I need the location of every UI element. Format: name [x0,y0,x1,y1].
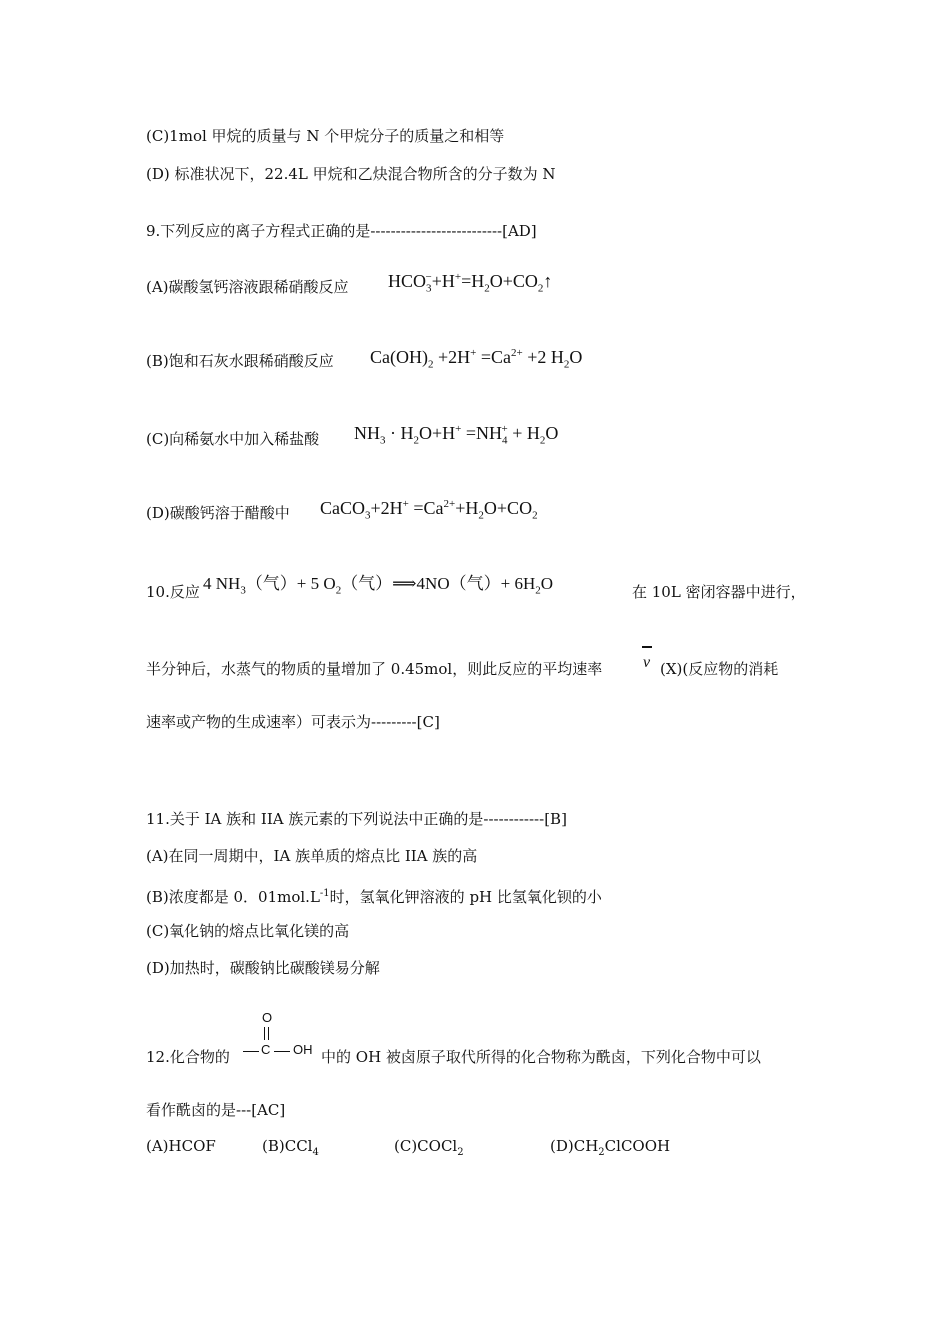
q11-option-a: (A)在同一周期中，IA 族单质的熔点比 IIA 族的高 [146,847,478,865]
v-bar [642,646,652,648]
q11-option-b: (B)浓度都是 0．$01mol.L^{-1}$时，氢氧化钾溶液的 pH 比氢氧化钡的小 [146,888,602,906]
q10-line2-a: 半分钟后，水蒸气的物质的量增加了 0.45mol，则此反应的平均速率 [146,660,603,678]
structure-c: C [261,1042,271,1057]
q10-prefix: 10.反应 [146,583,200,601]
q9-stem: 9.下列反应的离子方程式正确的是--------------------------[AD] [146,222,537,240]
q9-option-c-equation: $NH_3 \cdot H_2O+H^+ =NH_4^+ + H_2O$ [354,423,559,447]
q12-option-b: (B)CCl$_4$ [262,1137,319,1158]
structure-o: O [262,1010,273,1025]
q11-option-d: (D)加热时，碳酸钠比碳酸镁易分解 [146,959,380,977]
q9-option-d-text: (D)碳酸钙溶于醋酸中 [146,504,290,522]
q9-option-d-equation: CaCO$_3$+2H+ $=Ca^{2+}+H_2O+CO_2$ [320,498,538,522]
q12-option-c: (C)COCl$_2$ [394,1137,464,1158]
right-bond [274,1051,290,1052]
q10-line3: 速率或产物的生成速率）可表示为---------[C] [146,713,440,731]
carboxyl-structure [243,1010,321,1062]
q9-option-c-text: (C)向稀氨水中加入稀盐酸 [146,430,320,448]
q9-option-a-equation: $HCO_3^-+H^+=H_2O+CO_2↑$ [388,271,553,295]
left-bond [243,1051,259,1052]
q12-prefix: 12.化合物的 [146,1048,230,1066]
double-bond-left [264,1027,265,1040]
q9-option-b-equation: $Ca(OH)_2 +2H^+ =Ca^{2+} +2$ $H_2O$ [370,347,583,371]
structure-oh: OH [293,1042,313,1057]
q8-option-d: (D) 标准状况下，22.4L 甲烷和乙炔混合物所含的分子数为 N [146,165,556,183]
q12-option-d: $(D)CH_2ClCOOH$ [550,1137,671,1158]
q8-option-c: (C)1mol 甲烷的质量与 N 个甲烷分子的质量之和相等 [146,127,505,145]
q12-option-a: (A)HCOF [146,1137,216,1155]
q12-line2: 看作酰卤的是---[AC] [146,1101,286,1119]
q12-suffix: 中的 OH 被卤原子取代所得的化合物称为酰卤，下列化合物中可以 [321,1048,761,1066]
q11-stem: 11.关于 IA 族和 IIA 族元素的下列说法中正确的是------------[B] [146,810,567,828]
q10-equation: 4 $NH_3$（气）+ 5 $O_2$（气）⟹4NO（气）+ $6H_2O$ [203,574,554,597]
q9-option-a-text: (A)碳酸氢钙溶液跟稀硝酸反应 [146,278,349,296]
v-symbol: v [643,654,651,671]
double-bond-right [268,1027,269,1040]
q9-option-b-text: (B)饱和石灰水跟稀硝酸反应 [146,352,334,370]
q11-option-c: (C)氧化钠的熔点比氧化镁的高 [146,922,350,940]
q10-suffix: 在 10L 密闭容器中进行， [632,583,806,601]
q10-line2-b: (X)(反应物的消耗 [660,660,779,678]
